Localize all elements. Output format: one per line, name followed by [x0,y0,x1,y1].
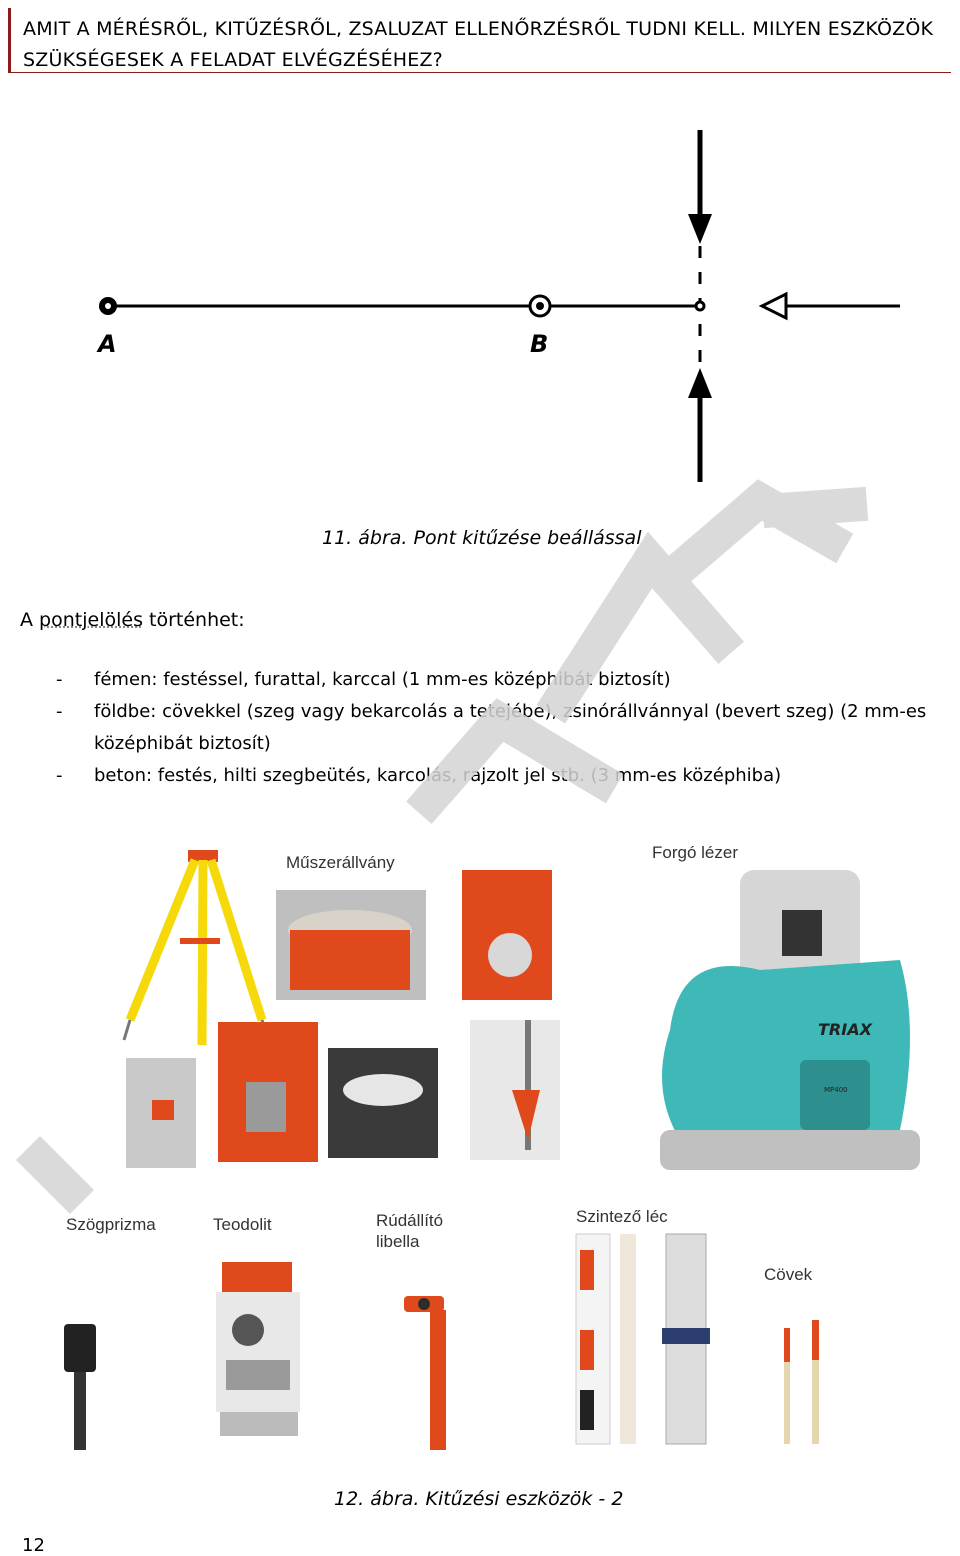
list-item: - fémen: festéssel, furattal, karccal (1 mm-es középhibát biztosít) [56,669,671,690]
rotating-laser-image [660,870,920,1170]
point-c-marker [696,302,704,310]
theodolite-image [216,1262,300,1436]
laser-brand-text: TRIAX [818,1020,872,1039]
arrow-down-icon [688,214,712,244]
marking-methods-list [56,664,956,792]
term-pontjeloles: pontjelölés [39,609,143,631]
header-line-1: AMIT A MÉRÉSRŐL, KITŰZÉSRŐL, ZSALUZAT ELLENŐRZÉSRŐL TUDNI KELL. MILYEN ESZKÖZÖK [23,18,934,40]
prism-image [64,1324,96,1450]
arrow-left-icon [762,294,786,318]
label-rod-level-1: Rúdállító [376,1211,444,1230]
list-item: - beton: festés, hilti szegbeütés, karcolás, rajzolt jel stb. (3 mm-es középhiba) [56,765,782,786]
figure-1-caption: 11. ábra. Pont kitűzése beállással [322,527,642,549]
header-title [23,14,933,76]
page-header [8,8,951,73]
figure-point-setting [40,96,930,506]
label-tripod: Műszerállvány [286,853,395,872]
page-number: 12 [22,1535,45,1556]
rod-level-image [404,1296,446,1450]
label-theodolite: Teodolit [213,1215,272,1234]
stake-image [784,1320,819,1444]
label-rotating-laser: Forgó lézer [652,843,738,862]
tripod-image [124,850,268,1045]
tripod-head-photos [126,870,560,1168]
label-point-b: B [530,330,549,358]
arrow-up-icon [688,368,712,398]
figure-2-caption: 12. ábra. Kitűzési eszközök - 2 [334,1488,624,1510]
label-point-a: A [98,330,117,358]
figure-setting-out-tools [40,830,920,1470]
header-line-2: SZÜKSÉGESEK A FELADAT ELVÉGZÉSÉHEZ? [23,49,443,71]
intro-text: A pontjelölés történhet: [20,609,245,631]
list-item: - földbe: cövekkel (szeg vagy bekarcolás a tetejébe), zsinórállvánnyal (bevert szeg) (2 mm-es középhibát biztosít) [56,701,927,754]
leveling-staff-image [576,1234,710,1444]
label-rod-level-2: libella [376,1232,420,1251]
laser-model-text: MP400 [824,1086,848,1094]
label-prism: Szögprizma [66,1215,156,1234]
label-stake: Cövek [764,1265,813,1284]
label-leveling-staff: Szintező léc [576,1207,668,1226]
